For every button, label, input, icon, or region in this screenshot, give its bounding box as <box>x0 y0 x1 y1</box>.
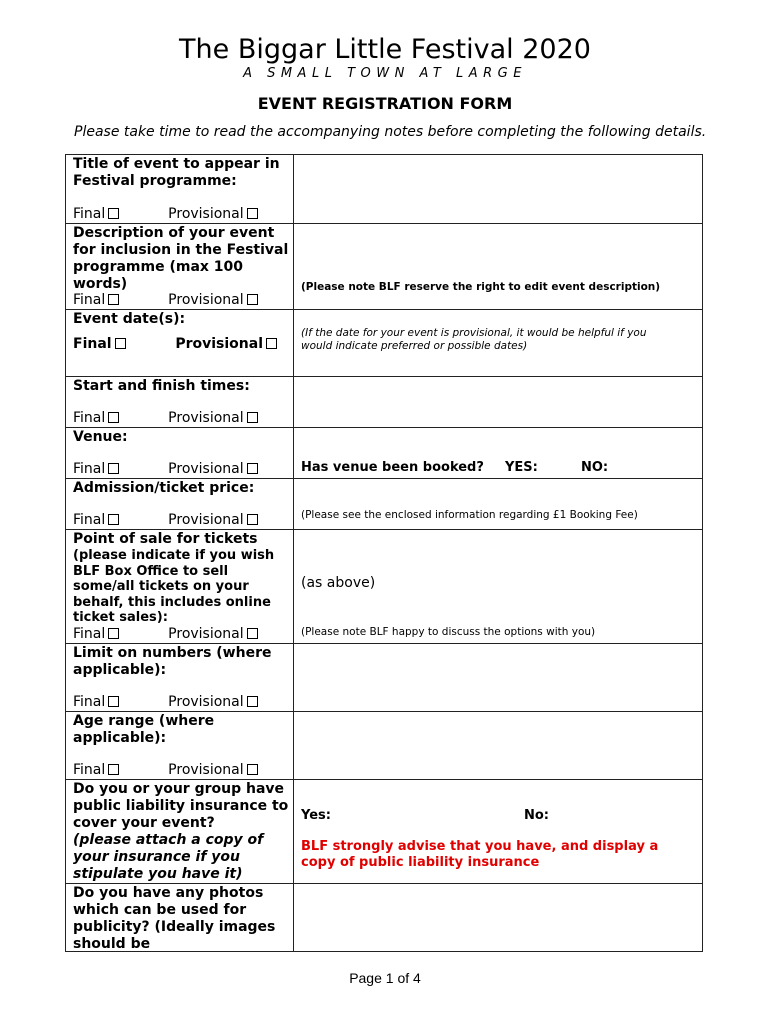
final-checkbox[interactable] <box>108 412 119 423</box>
final-label: Final <box>73 461 106 477</box>
final-provisional-options <box>73 694 258 710</box>
final-label: Final <box>73 512 106 528</box>
price-label: Admission/ticket price: <box>73 480 255 496</box>
description-note: (Please note BLF reserve the right to edit event description) <box>301 281 661 293</box>
row-venue <box>66 428 703 479</box>
final-checkbox[interactable] <box>108 208 119 219</box>
sale-sublabel: (please indicate if you wish BLF Box Office to sell some/all tickets on your behalf, this includes online ticket sales): <box>73 548 275 625</box>
row-age <box>66 712 703 780</box>
provisional-checkbox[interactable] <box>247 412 258 423</box>
insurance-no-label: No: <box>524 808 550 823</box>
final-provisional-options <box>73 512 258 528</box>
final-provisional-options <box>73 410 258 426</box>
venue-booked-question: Has venue been booked? <box>301 460 484 475</box>
dates-input[interactable] <box>294 310 703 377</box>
sale-label: Point of sale for tickets <box>73 531 258 547</box>
provisional-label: Provisional <box>168 461 244 477</box>
form-heading: EVENT REGISTRATION FORM <box>257 94 513 113</box>
final-label: Final <box>73 206 106 222</box>
intro-text: Please take time to read the accompanying notes before completing the following details. <box>74 124 707 140</box>
provisional-label: Provisional <box>168 206 244 222</box>
row-limit <box>66 644 703 712</box>
title-input[interactable] <box>294 155 703 224</box>
venue-no-label: NO: <box>581 460 609 475</box>
dates-note: (If the date for your event is provisional, it would be helpful if you would indicate preferred or possible dates) <box>301 327 647 352</box>
provisional-label: Provisional <box>168 626 244 642</box>
limit-label: Limit on numbers (where applicable): <box>73 645 272 678</box>
final-provisional-options <box>73 292 258 308</box>
insurance-sublabel: (please attach a copy of your insurance if you stipulate you have it) <box>73 832 264 882</box>
row-dates <box>66 310 703 377</box>
insurance-input[interactable] <box>294 780 703 884</box>
final-label: Final <box>73 410 106 426</box>
final-checkbox[interactable] <box>108 696 119 707</box>
times-label: Start and finish times: <box>73 378 250 394</box>
final-label: Final <box>73 626 106 642</box>
final-label: Final <box>73 694 106 710</box>
provisional-checkbox[interactable] <box>247 463 258 474</box>
insurance-label: Do you or your group have public liability insurance to cover your event? <box>73 781 289 831</box>
final-provisional-options <box>73 206 258 222</box>
provisional-checkbox[interactable] <box>247 696 258 707</box>
row-description <box>66 224 703 310</box>
registration-table <box>65 154 703 952</box>
venue-yes-label: YES: <box>504 460 538 475</box>
venue-label: Venue: <box>73 429 128 445</box>
festival-title: The Biggar Little Festival 2020 <box>179 34 591 65</box>
price-note: (Please see the enclosed information regarding £1 Booking Fee) <box>301 509 638 521</box>
final-provisional-options <box>73 762 258 778</box>
final-provisional-options <box>73 336 277 352</box>
provisional-checkbox[interactable] <box>247 294 258 305</box>
final-checkbox[interactable] <box>108 628 119 639</box>
final-label: Final <box>73 292 106 308</box>
final-checkbox[interactable] <box>108 514 119 525</box>
final-checkbox[interactable] <box>108 463 119 474</box>
description-label: Description of your event for inclusion in the Festival programme (max 100 words) <box>73 225 289 292</box>
provisional-checkbox[interactable] <box>247 764 258 775</box>
description-input[interactable] <box>294 224 703 310</box>
photos-input[interactable] <box>294 884 703 952</box>
row-title <box>66 155 703 224</box>
age-input[interactable] <box>294 712 703 780</box>
age-label: Age range (where applicable): <box>73 713 215 746</box>
price-input[interactable] <box>294 479 703 530</box>
row-insurance <box>66 780 703 884</box>
dates-label: Event date(s): <box>73 311 186 327</box>
provisional-label: Provisional <box>168 762 244 778</box>
final-checkbox[interactable] <box>108 764 119 775</box>
page-number: Page 1 of 4 <box>349 970 421 986</box>
festival-subtitle: A SMALL TOWN AT LARGE <box>243 66 527 81</box>
provisional-label: Provisional <box>168 292 244 308</box>
final-checkbox[interactable] <box>115 338 126 349</box>
title-label: Title of event to appear in Festival programme: <box>73 156 280 189</box>
sale-input[interactable] <box>294 530 703 644</box>
sale-as-above: (as above) <box>301 575 376 591</box>
row-sale <box>66 530 703 644</box>
insurance-advice: BLF strongly advise that you have, and display a copy of public liability insurance <box>301 839 659 870</box>
provisional-checkbox[interactable] <box>266 338 277 349</box>
sale-note: (Please note BLF happy to discuss the options with you) <box>301 626 596 638</box>
photos-label: Do you have any photos which can be used for publicity? (Ideally images should be <box>73 885 276 951</box>
provisional-label: Provisional <box>175 336 263 352</box>
row-times <box>66 377 703 428</box>
provisional-checkbox[interactable] <box>247 628 258 639</box>
limit-input[interactable] <box>294 644 703 712</box>
final-label: Final <box>73 336 112 352</box>
times-input[interactable] <box>294 377 703 428</box>
provisional-checkbox[interactable] <box>247 208 258 219</box>
final-checkbox[interactable] <box>108 294 119 305</box>
final-provisional-options <box>73 626 258 642</box>
final-label: Final <box>73 762 106 778</box>
insurance-yes-label: Yes: <box>301 808 331 823</box>
venue-input[interactable] <box>294 428 703 479</box>
row-photos <box>66 884 703 952</box>
provisional-label: Provisional <box>168 410 244 426</box>
provisional-checkbox[interactable] <box>247 514 258 525</box>
final-provisional-options <box>73 461 258 477</box>
provisional-label: Provisional <box>168 694 244 710</box>
provisional-label: Provisional <box>168 512 244 528</box>
row-price <box>66 479 703 530</box>
